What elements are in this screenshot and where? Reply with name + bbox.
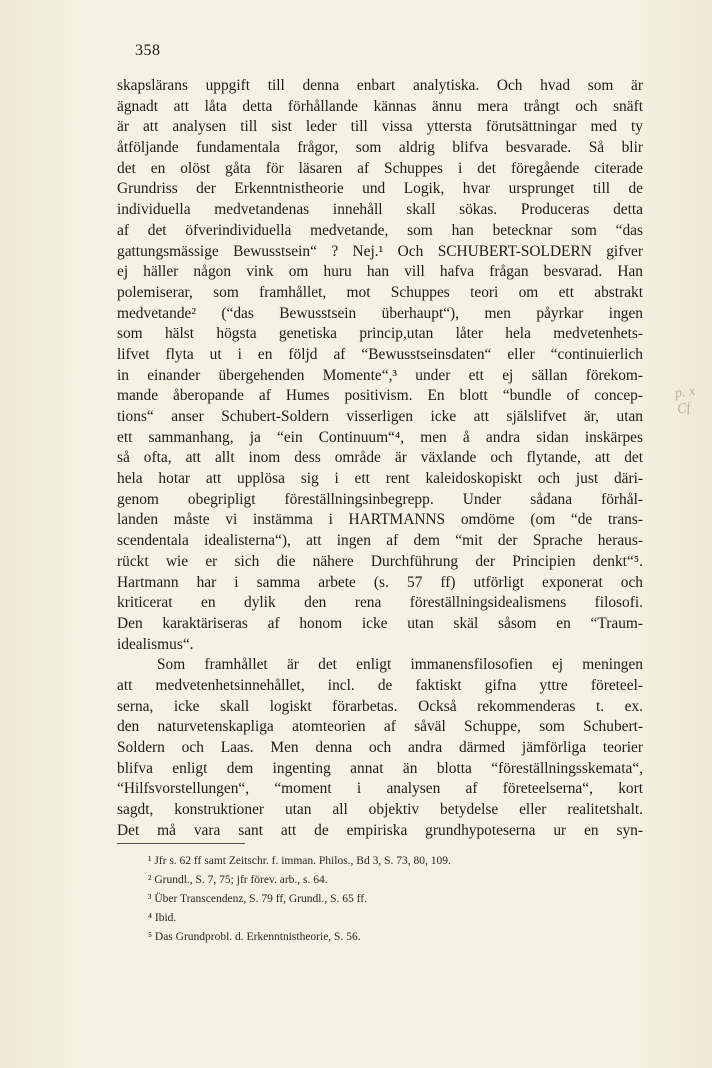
text-line: ej häller någon vink om huru han vill hafva frågan besvarad. Han <box>117 263 643 281</box>
text-line: medvetande² (“das Bewusstsein überhaupt“), men påyrkar ingen <box>117 304 643 322</box>
text-line: landen måste vi instämma i HARTMANNS omdöme (om “de trans- <box>117 511 643 529</box>
footnote-divider <box>117 843 245 844</box>
text-line: idealismus“. <box>117 635 194 653</box>
text-line: genom obegripligt föreställningsinbegrepp. Under sådana förhål- <box>117 490 643 508</box>
text-line: polemiserar, som framhållet, mot Schuppes teori om ett abstrakt <box>117 283 643 301</box>
text-line: “Hilfsvorstellungen“, “moment i analysen af företeelserna“, kort <box>117 780 643 798</box>
text-line: att medvetenhetsinnehållet, incl. de faktiskt gifna yttre företeel- <box>117 676 643 694</box>
body-text <box>117 76 643 841</box>
text-line: Grundriss der Erkenntnistheorie und Logik, hvar ursprunget till de <box>117 180 643 198</box>
page-number: 358 <box>135 42 161 59</box>
text-line: som hälst högsta genetiska princip,utan låter hela medvetenhets- <box>117 325 643 343</box>
text-line: tions“ anser Schubert-Soldern visserligen icke att själslifvet är, utan <box>117 408 643 425</box>
text-line: af det öfverindividuella medvetande, som han betecknar som “das <box>117 221 643 239</box>
text-line: lifvet flyta ut i en följd af “Bewusstseinsdaten“ eller “continuierlich <box>117 345 643 363</box>
text-line: är att analysen till sist leder till vissa yttersta förutsättningar med ty <box>117 118 643 136</box>
text-line: blifva enligt dem ingenting annat än blotta “föreställningsskemata“, <box>117 759 643 777</box>
footnote: ³ Über Transcendenz, S. 79 ff, Grundl., S. 65 ff. <box>148 893 367 905</box>
text-line: Soldern och Laas. Men denna och andra därmed jämförliga teorier <box>117 739 643 756</box>
text-line: Det må vara sant att de empiriska grundhypoteserna ur en syn- <box>117 821 643 839</box>
margin-pencil-note: p. x Cf <box>673 383 697 418</box>
text-line: serna, icke skall logiskt förarbetas. Också rekommenderas t. ex. <box>117 697 643 715</box>
text-line: Som framhållet är det enligt immanensfilosofien ej meningen <box>157 656 643 674</box>
text-line: ägnadt att låta detta förhållande kännas ännu mera trångt och snäft <box>117 97 643 115</box>
text-line: hela hotar att upplösa sig i ett rent kaleidoskopiskt och just däri- <box>117 470 643 488</box>
footnote: ² Grundl., S. 7, 75; jfr förev. arb., s. 64. <box>148 874 328 886</box>
text-line: individuella medvetandenas innehåll skall sökas. Produceras detta <box>117 201 643 219</box>
text-line: så ofta, att allt inom dess område är växlande och flytande, att det <box>117 449 643 467</box>
footnote: ⁵ Das Grundprobl. d. Erkenntnistheorie, S. 56. <box>148 931 361 943</box>
footnotes <box>148 852 608 947</box>
text-line: kriticerat en dylik den rena föreställningsidealismens filosofi. <box>117 594 643 612</box>
footnote: ¹ Jfr s. 62 ff samt Zeitschr. f. imman. Philos., Bd 3, S. 73, 80, 109. <box>148 855 451 867</box>
text-line: den naturvetenskapliga atomteorien af såväl Schuppe, som Schubert- <box>117 718 643 736</box>
text-line: gattungsmässige Bewusstsein“ ? Nej.¹ Och SCHUBERT-SOLDERN gifver <box>117 242 643 260</box>
text-line: skapslärans uppgift till denna enbart analytiska. Och hvad som är <box>117 77 643 94</box>
text-line: det en olöst gåta för läsaren af Schuppes i det föregående citerade <box>117 159 643 177</box>
text-line: in einander übergehenden Momente“,³ under ett ej sällan förekom- <box>117 366 643 384</box>
text-line: rückt wie er sich die nähere Durchführung der Principien denkt“⁵. <box>117 552 643 570</box>
text-line: åtföljande fundamentala frågor, som aldrig blifva besvarade. Så blir <box>117 139 643 157</box>
text-line: sagdt, konstruktioner utan all objektiv betydelse eller realitetshalt. <box>117 801 643 819</box>
text-line: Den karaktäriseras af honom icke utan skäl såsom en “Traum- <box>117 614 643 632</box>
text-line: scendentala idealisterna“), att ingen af dem “mit der Sprache heraus- <box>117 532 643 550</box>
text-line: Hartmann har i samma arbete (s. 57 ff) utförligt exponerat och <box>117 573 643 591</box>
text-line: mande åberopande af Humes positivism. En blott “bundle of concep- <box>117 387 643 405</box>
footnote: ⁴ Ibid. <box>148 912 177 924</box>
text-line: ett sammanhang, ja “ein Continuum“⁴, men å andra sidan inskärpes <box>117 428 643 446</box>
